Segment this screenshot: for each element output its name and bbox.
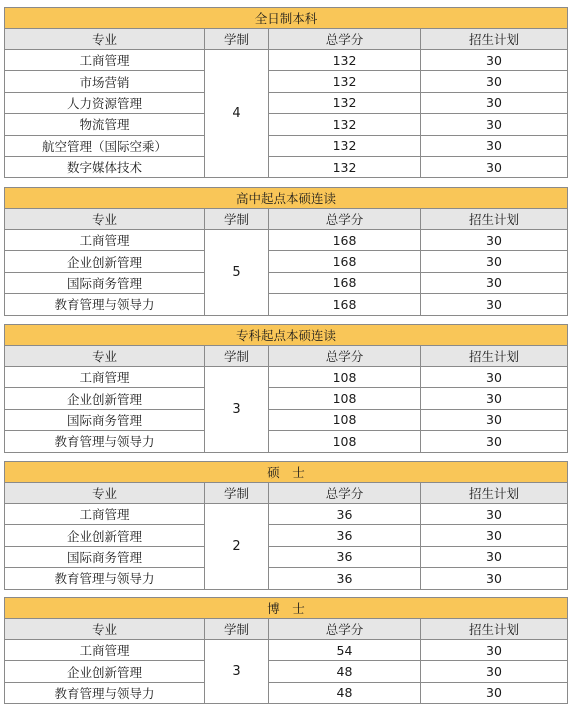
duration-cell: 3: [205, 640, 269, 704]
header-major: 专业: [5, 29, 205, 50]
table-row: [5, 682, 568, 703]
credits-cell: 108: [269, 431, 421, 452]
table-row: [5, 135, 568, 156]
credits-cell: 36: [269, 525, 421, 546]
plan-cell: 30: [421, 294, 568, 315]
major-cell: 工商管理: [5, 504, 205, 525]
table-row: [5, 230, 568, 251]
credits-cell: 132: [269, 71, 421, 92]
table-row: [5, 294, 568, 315]
table-row: [5, 640, 568, 661]
plan-cell: 30: [421, 367, 568, 388]
plan-cell: 30: [421, 388, 568, 409]
duration-cell: 5: [205, 230, 269, 316]
plan-cell: 30: [421, 92, 568, 113]
section-title: 专科起点本硕连读: [5, 325, 568, 346]
header-plan: 招生计划: [421, 346, 568, 367]
program-table-doctorate: [4, 597, 568, 704]
major-cell: 数字媒体技术: [5, 156, 205, 177]
plan-cell: 30: [421, 251, 568, 272]
table-row: [5, 525, 568, 546]
header-plan: 招生计划: [421, 619, 568, 640]
table-row: [5, 504, 568, 525]
plan-cell: 30: [421, 504, 568, 525]
header-major: 专业: [5, 619, 205, 640]
section-title: 高中起点本硕连读: [5, 188, 568, 209]
major-cell: 国际商务管理: [5, 546, 205, 567]
duration-cell: 4: [205, 50, 269, 178]
header-major: 专业: [5, 483, 205, 504]
major-cell: 国际商务管理: [5, 409, 205, 430]
section-title: 硕 士: [5, 462, 568, 483]
duration-cell: 2: [205, 504, 269, 590]
header-plan: 招生计划: [421, 29, 568, 50]
header-duration: 学制: [205, 29, 269, 50]
major-cell: 企业创新管理: [5, 388, 205, 409]
program-table-college-bachelor-master: [4, 324, 568, 453]
major-cell: 教育管理与领导力: [5, 431, 205, 452]
credits-cell: 132: [269, 50, 421, 71]
section-title: 博 士: [5, 598, 568, 619]
plan-cell: 30: [421, 661, 568, 682]
credits-cell: 168: [269, 294, 421, 315]
credits-cell: 168: [269, 230, 421, 251]
duration-cell: 3: [205, 367, 269, 453]
header-duration: 学制: [205, 619, 269, 640]
header-duration: 学制: [205, 483, 269, 504]
major-cell: 企业创新管理: [5, 525, 205, 546]
major-cell: 工商管理: [5, 50, 205, 71]
credits-cell: 132: [269, 135, 421, 156]
major-cell: 物流管理: [5, 114, 205, 135]
credits-cell: 48: [269, 661, 421, 682]
credits-cell: 132: [269, 114, 421, 135]
plan-cell: 30: [421, 135, 568, 156]
major-cell: 企业创新管理: [5, 661, 205, 682]
plan-cell: 30: [421, 50, 568, 71]
credits-cell: 132: [269, 92, 421, 113]
table-row: [5, 367, 568, 388]
header-credits: 总学分: [269, 619, 421, 640]
table-row: [5, 546, 568, 567]
header-credits: 总学分: [269, 346, 421, 367]
header-credits: 总学分: [269, 209, 421, 230]
major-cell: 国际商务管理: [5, 272, 205, 293]
plan-cell: 30: [421, 431, 568, 452]
plan-cell: 30: [421, 546, 568, 567]
plan-cell: 30: [421, 409, 568, 430]
header-major: 专业: [5, 209, 205, 230]
plan-cell: 30: [421, 71, 568, 92]
credits-cell: 36: [269, 504, 421, 525]
major-cell: 教育管理与领导力: [5, 568, 205, 589]
credits-cell: 36: [269, 546, 421, 567]
program-table-master: [4, 461, 568, 590]
header-plan: 招生计划: [421, 209, 568, 230]
table-row: [5, 272, 568, 293]
major-cell: 教育管理与领导力: [5, 294, 205, 315]
major-cell: 工商管理: [5, 367, 205, 388]
table-row: [5, 50, 568, 71]
table-row: [5, 431, 568, 452]
plan-cell: 30: [421, 525, 568, 546]
credits-cell: 108: [269, 409, 421, 430]
table-row: [5, 661, 568, 682]
major-cell: 人力资源管理: [5, 92, 205, 113]
credits-cell: 36: [269, 568, 421, 589]
major-cell: 工商管理: [5, 230, 205, 251]
header-credits: 总学分: [269, 29, 421, 50]
credits-cell: 168: [269, 272, 421, 293]
credits-cell: 132: [269, 156, 421, 177]
credits-cell: 54: [269, 640, 421, 661]
major-cell: 工商管理: [5, 640, 205, 661]
credits-cell: 168: [269, 251, 421, 272]
plan-cell: 30: [421, 568, 568, 589]
section-title: 全日制本科: [5, 8, 568, 29]
table-row: [5, 251, 568, 272]
plan-cell: 30: [421, 640, 568, 661]
table-row: [5, 409, 568, 430]
credits-cell: 48: [269, 682, 421, 703]
header-plan: 招生计划: [421, 483, 568, 504]
header-duration: 学制: [205, 346, 269, 367]
major-cell: 教育管理与领导力: [5, 682, 205, 703]
plan-cell: 30: [421, 272, 568, 293]
major-cell: 航空管理（国际空乘）: [5, 135, 205, 156]
major-cell: 市场营销: [5, 71, 205, 92]
credits-cell: 108: [269, 367, 421, 388]
program-table-undergraduate: [4, 7, 568, 178]
header-credits: 总学分: [269, 483, 421, 504]
table-row: [5, 568, 568, 589]
table-row: [5, 156, 568, 177]
major-cell: 企业创新管理: [5, 251, 205, 272]
header-major: 专业: [5, 346, 205, 367]
table-row: [5, 92, 568, 113]
credits-cell: 108: [269, 388, 421, 409]
plan-cell: 30: [421, 230, 568, 251]
table-row: [5, 114, 568, 135]
header-duration: 学制: [205, 209, 269, 230]
plan-cell: 30: [421, 682, 568, 703]
program-table-hs-bachelor-master: [4, 187, 568, 316]
plan-cell: 30: [421, 156, 568, 177]
table-row: [5, 388, 568, 409]
plan-cell: 30: [421, 114, 568, 135]
table-row: [5, 71, 568, 92]
